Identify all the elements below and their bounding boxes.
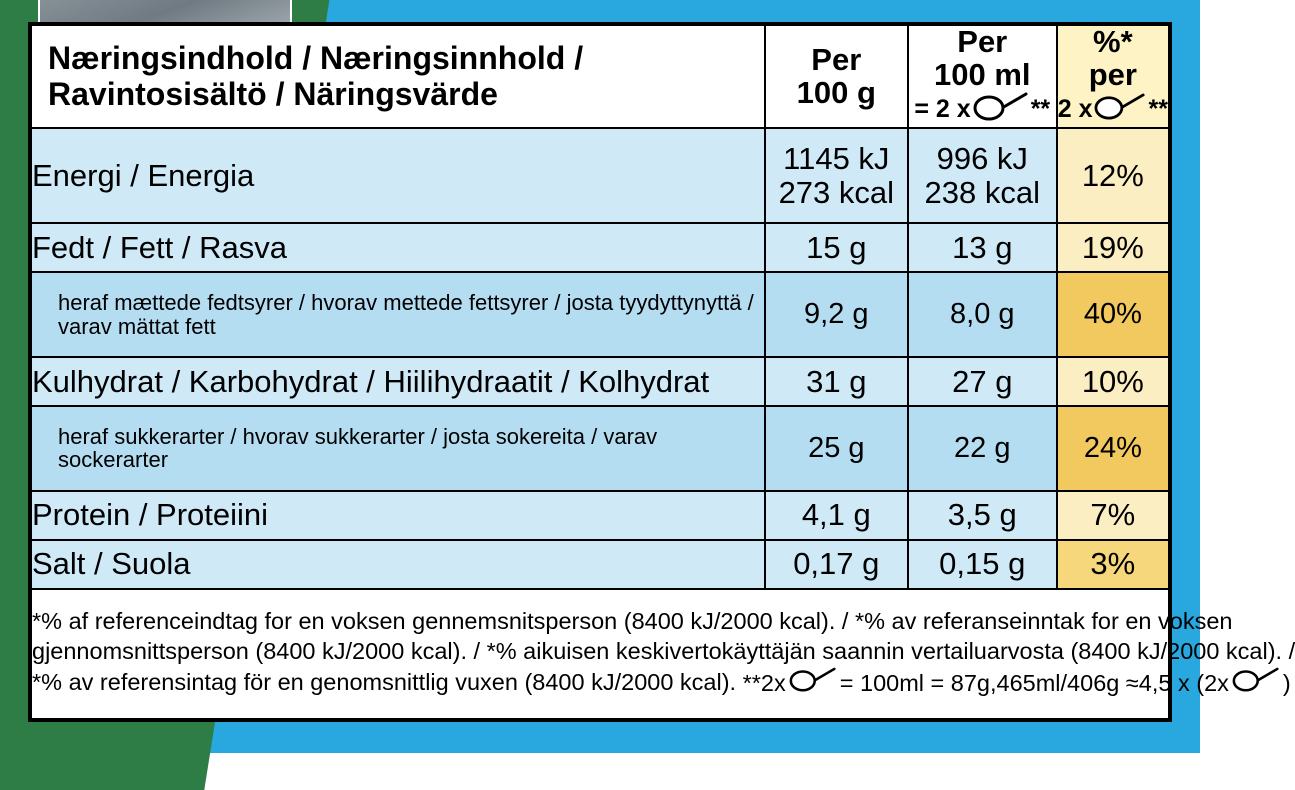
nutrient-name-sub: heraf mættede fedtsyrer / hvorav mettede fettsyrer / josta tyydyttynyttä / varav mättat fett: [32, 272, 765, 357]
nutrient-name: Protein / Proteiini: [32, 491, 765, 540]
header-per-100g: [765, 26, 908, 128]
table-row: [32, 357, 1168, 406]
nutrient-name-sub: heraf sukkerarter / hvorav sukkerarter / josta sokereita / varav sockerarter: [32, 406, 765, 491]
header-percent-ri: [1057, 26, 1168, 128]
scoop-icon: [790, 667, 836, 701]
header-nutrition-title: [32, 26, 765, 128]
header-per-100ml-note: **: [1030, 95, 1051, 124]
footnote-line-2: gjennomsnittsperson (8400 kJ/2000 kcal). / *% aikuisen keskivertokäyttäjän saannin vertailuarvosta (8400 kJ/2000 kcal). /: [32, 637, 1295, 664]
value-per-100ml: 13 g: [908, 223, 1057, 272]
value-per-100g: 31 g: [765, 357, 908, 406]
value-per-100g: 25 g: [765, 406, 908, 491]
header-percent-serving: [1058, 92, 1168, 128]
table-header-row: [32, 26, 1168, 128]
value-percent-ri: 19%: [1057, 223, 1168, 272]
value-per-100ml-text: 996 kJ 238 kcal: [924, 141, 1040, 210]
header-per-100g-line2: 100 g: [796, 74, 876, 110]
nutrition-table: [32, 24, 1295, 718]
scoop-icon: [1233, 667, 1279, 701]
footnote-line-3-d: ): [1282, 669, 1291, 696]
header-per-100ml: [908, 26, 1057, 128]
header-per-100ml-line2: 100 ml: [934, 56, 1031, 92]
footnote-line-3-c: = 100ml = 87g,465ml/406g ≈4,5 x (2x: [839, 669, 1229, 696]
header-percent-line2: per: [1088, 56, 1137, 92]
footnote-line-3-a: *% av referensintag för en genomsnittlig vuxen (8400 kJ/2000 kcal).: [32, 668, 737, 695]
footnote-line-3-b: **2x: [742, 669, 786, 696]
header-percent-line1: %*: [1093, 24, 1133, 59]
header-per-100g-line1: Per: [811, 41, 862, 77]
value-percent-ri: 40%: [1057, 272, 1168, 357]
footnote-row: [32, 589, 1168, 718]
value-percent-ri: 24%: [1057, 406, 1168, 491]
footnote-serving-note: [743, 667, 1291, 701]
table-row: [32, 540, 1168, 589]
scoop-icon: [1095, 92, 1145, 128]
value-per-100g: 0,17 g: [765, 540, 908, 589]
nutrient-name: Energi / Energia: [32, 128, 765, 223]
value-per-100ml: [908, 128, 1057, 223]
nutrient-name: Fedt / Fett / Rasva: [32, 223, 765, 272]
header-percent-line3: 2 x: [1057, 95, 1093, 124]
table-row: [32, 406, 1168, 491]
nutrient-name: Salt / Suola: [32, 540, 765, 589]
value-percent-ri: 10%: [1057, 357, 1168, 406]
header-percent-note: **: [1148, 95, 1168, 124]
value-percent-ri: 12%: [1057, 128, 1168, 223]
value-per-100ml: 3,5 g: [908, 491, 1057, 540]
value-per-100ml: 22 g: [908, 406, 1057, 491]
value-per-100g: 4,1 g: [765, 491, 908, 540]
nutrition-panel: [28, 22, 1295, 722]
table-row: [32, 272, 1168, 357]
value-per-100g: [765, 128, 908, 223]
header-per-100ml-line1: Per: [957, 24, 1008, 59]
value-percent-ri: 7%: [1057, 491, 1168, 540]
header-title-line1: Næringsindhold / Næringsinnhold /: [48, 40, 584, 77]
footnote-line-1: *% af referenceindtag for en voksen gennemsnitsperson (8400 kJ/2000 kcal). / *% av referanseinntak for en voksen: [32, 608, 1233, 635]
footnote: [32, 589, 1295, 718]
header-per-100ml-serving: [909, 92, 1056, 128]
scoop-icon: [974, 92, 1028, 128]
value-per-100g: 9,2 g: [765, 272, 908, 357]
value-per-100g-text: 1145 kJ 273 kcal: [778, 141, 895, 210]
value-per-100ml: 27 g: [908, 357, 1057, 406]
nutrient-name: Kulhydrat / Karbohydrat / Hiilihydraatit / Kolhydrat: [32, 357, 765, 406]
header-title-line2: Ravintosisältö / Näringsvärde: [48, 75, 498, 112]
table-row: [32, 128, 1168, 223]
value-per-100g: 15 g: [765, 223, 908, 272]
table-row: [32, 491, 1168, 540]
value-percent-ri: 3%: [1057, 540, 1168, 589]
value-per-100ml: 8,0 g: [908, 272, 1057, 357]
footnote-line-3: [32, 667, 1291, 701]
table-row: [32, 223, 1168, 272]
header-per-100ml-line3: = 2 x: [914, 95, 971, 124]
value-per-100ml: 0,15 g: [908, 540, 1057, 589]
